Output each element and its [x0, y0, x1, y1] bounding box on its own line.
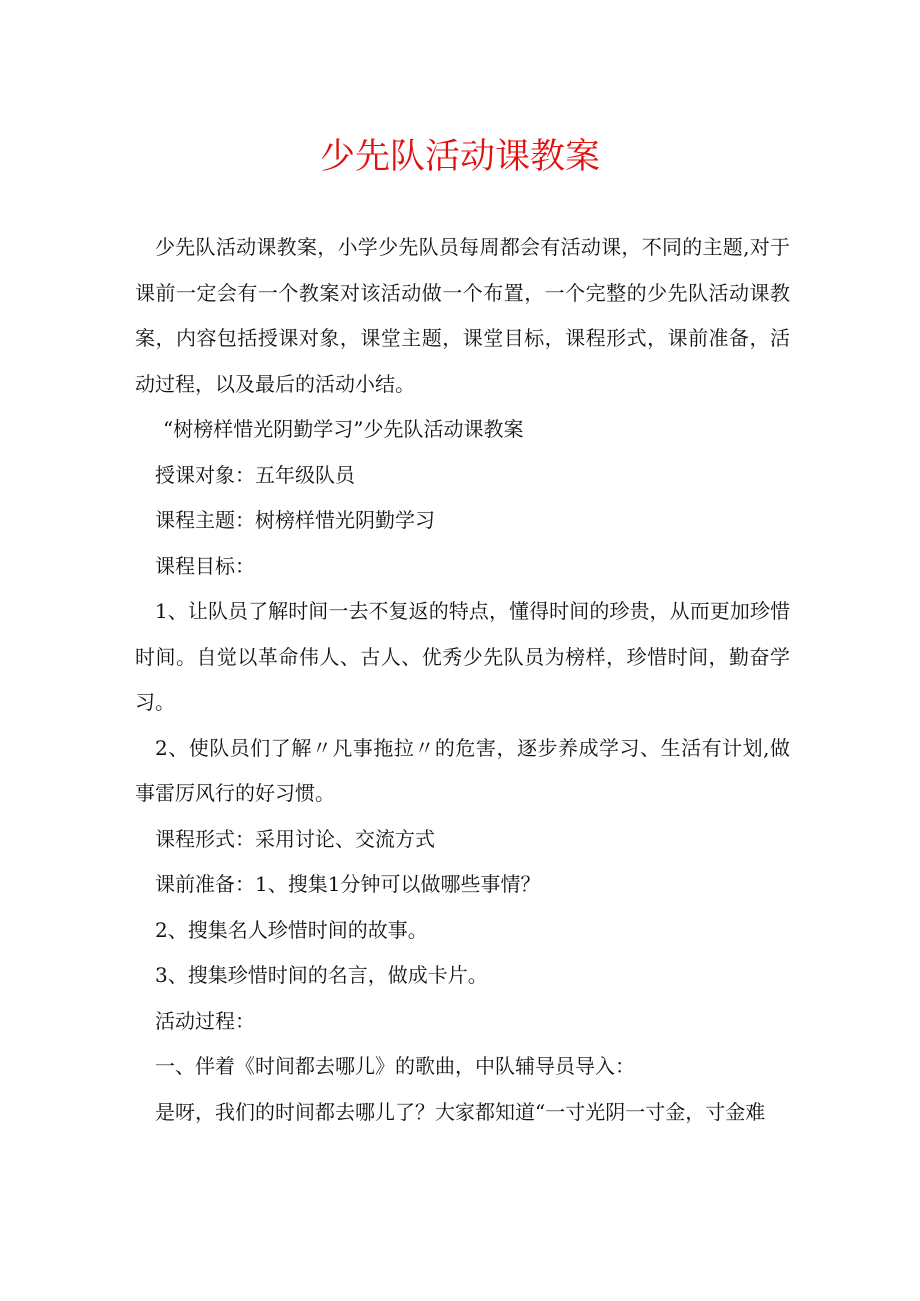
format-line: 课程形式：采用讨论、交流方式 [155, 826, 435, 851]
preparation-line-1: 课前准备：1、搜集1分钟可以做哪些事情？ [155, 872, 541, 896]
intro-paragraph: 少先队活动课教案，小学少先队员每周都会有活动课，不同的主题,对于课前一定会有一个教案对该活动做一个布置，一个完整的少先队活动课教案，内容包括授课对象，课堂主题，课堂目标，课程形式，课前准备，活动过程，以及最后的活动小结。 [135, 235, 790, 396]
preparation-line-2: 2、搜集名人珍惜时间的故事。 [155, 917, 428, 942]
process-heading: 活动过程： [155, 1008, 255, 1033]
audience-line: 授课对象：五年级队员 [155, 462, 355, 487]
process-text: 是呀，我们的时间都去哪儿了？大家都知道“一寸光阴一寸金，寸金难 [155, 1099, 766, 1124]
process-step-1: 一、伴着《时间都去哪儿》的歌曲，中队辅导员导入： [155, 1054, 635, 1078]
goal-1-paragraph: 1、让队员了解时间一去不复返的特点，懂得时间的珍贵，从而更加珍惜时间。自觉以革命伟人、古人、优秀少先队员为榜样，珍惜时间，勤奋学习。 [135, 599, 790, 714]
lesson-heading: “树榜样惜光阴勤学习”少先队活动课教案 [163, 417, 524, 441]
preparation-line-3: 3、搜集珍惜时间的名言，做成卡片。 [155, 963, 488, 987]
document-title: 少先队活动课教案 [319, 137, 600, 177]
goals-heading: 课程目标： [155, 553, 255, 578]
document-body [135, 224, 790, 1135]
goal-2-paragraph: 2、使队员们了解〃凡事拖拉〃的危害，逐步养成学习、生活有计划,做事雷厉风行的好习惯。 [135, 735, 790, 805]
theme-line: 课程主题：树榜样惜光阴勤学习 [155, 508, 435, 532]
